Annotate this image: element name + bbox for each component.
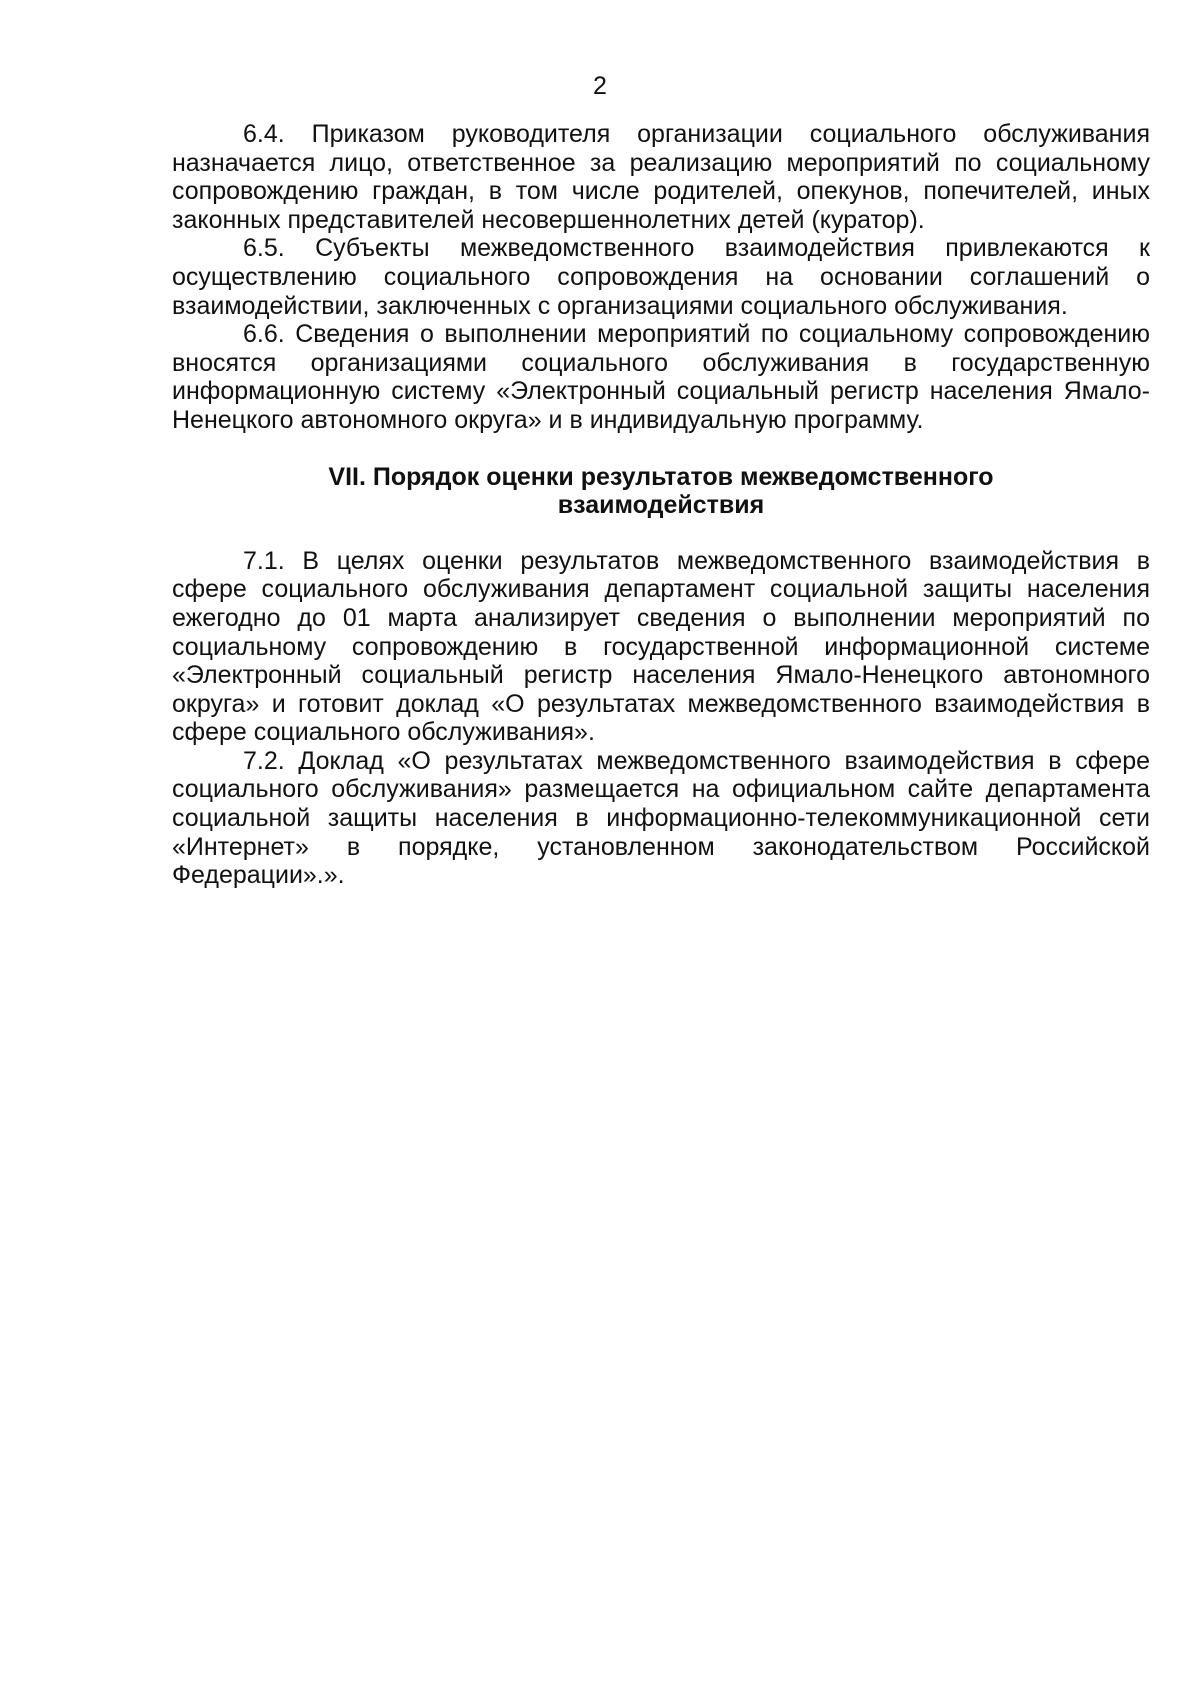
paragraph-6-5: 6.5. Субъекты межведомственного взаимодействия привлекаются к осуществлению социального сопровождения на основании соглашений о взаимодействии, заключенных с организациями социального обслуживания.: [172, 234, 1150, 320]
paragraph-7-2: 7.2. Доклад «О результатах межведомственного взаимодействия в сфере социального обслуживания» размещается на официальном сайте департамента социальной защиты населения в информационно-телекоммуникационной сети «Интернет» в порядке, установленном законодательством Российской Федерации».».: [172, 746, 1150, 890]
paragraph-6-6: 6.6. Сведения о выполнении мероприятий по социальному сопровождению вносятся организациями социального обслуживания в государственную информационную систему «Электронный социальный регистр населения Ямало-Ненецкого автономного округа» и в индивидуальную программу.: [172, 320, 1150, 434]
section-7-title-line-1: VII. Порядок оценки результатов межведомственного: [328, 462, 994, 491]
paragraph-7-1: 7.1. В целях оценки результатов межведомственного взаимодействия в сфере социального обслуживания департамент социальной защиты населения ежегодно до 01 марта анализирует сведения о выполнении мероприятий по социальному сопровождению в государственной информационной системе «Электронный социальный регистр населения Ямало-Ненецкого автономного округа» и готовит доклад «О результатах межведомственного взаимодействия в сфере социального обслуживания».: [172, 546, 1150, 747]
section-7-title-line-2: взаимодействия: [557, 491, 765, 520]
section-7-title: [172, 463, 1150, 520]
document-body: [172, 120, 1150, 890]
paragraph-6-4: 6.4. Приказом руководителя организации социального обслуживания назначается лицо, ответственное за реализацию мероприятий по социальному сопровождению граждан, в том числе родителей, опекунов, попечителей, иных законных представителей несовершеннолетних детей (куратор).: [172, 120, 1150, 234]
page-number: 2: [593, 72, 607, 100]
